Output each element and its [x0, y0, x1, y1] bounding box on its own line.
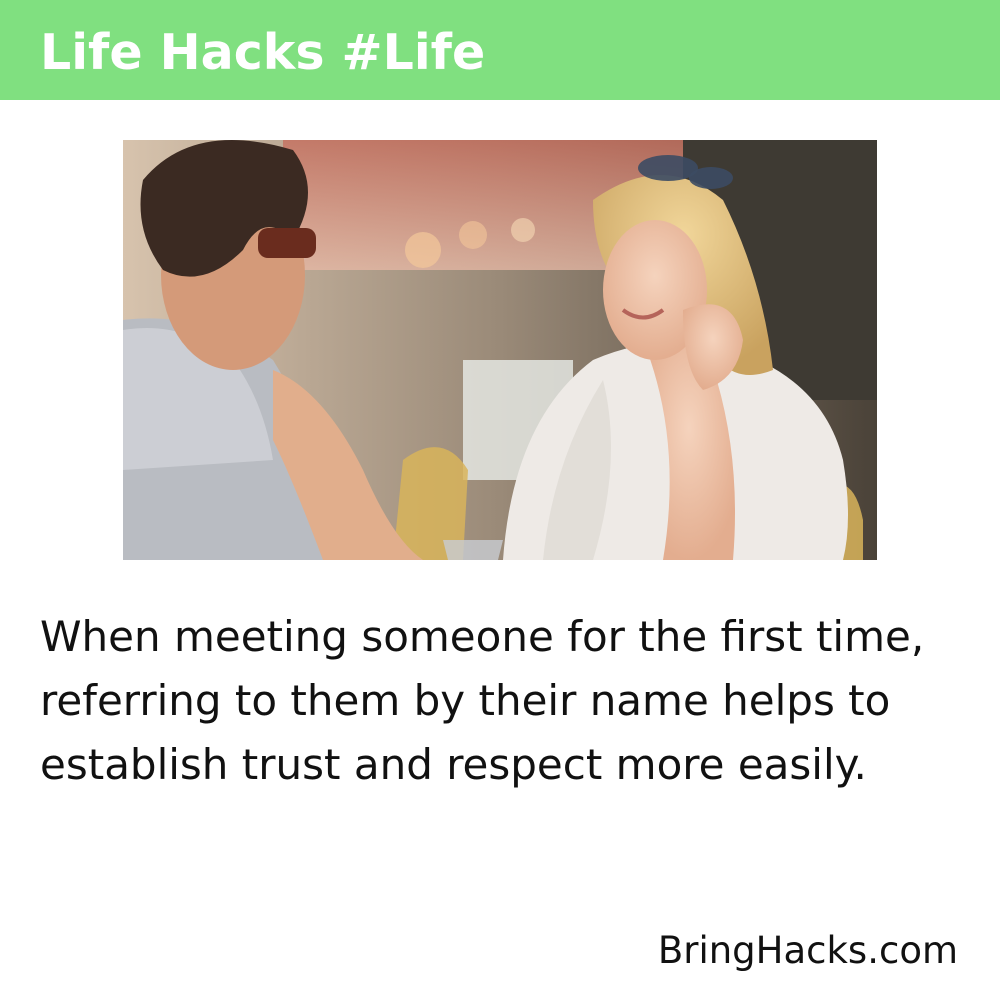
hack-caption: When meeting someone for the first time, referring to them by their name helps to establish trust and respect more easily. — [40, 612, 925, 789]
header-banner — [0, 0, 1000, 100]
site-credit: BringHacks.com — [657, 929, 958, 972]
couple-cafe-photo — [123, 140, 877, 560]
page-title: Life Hacks #Life — [40, 24, 486, 81]
